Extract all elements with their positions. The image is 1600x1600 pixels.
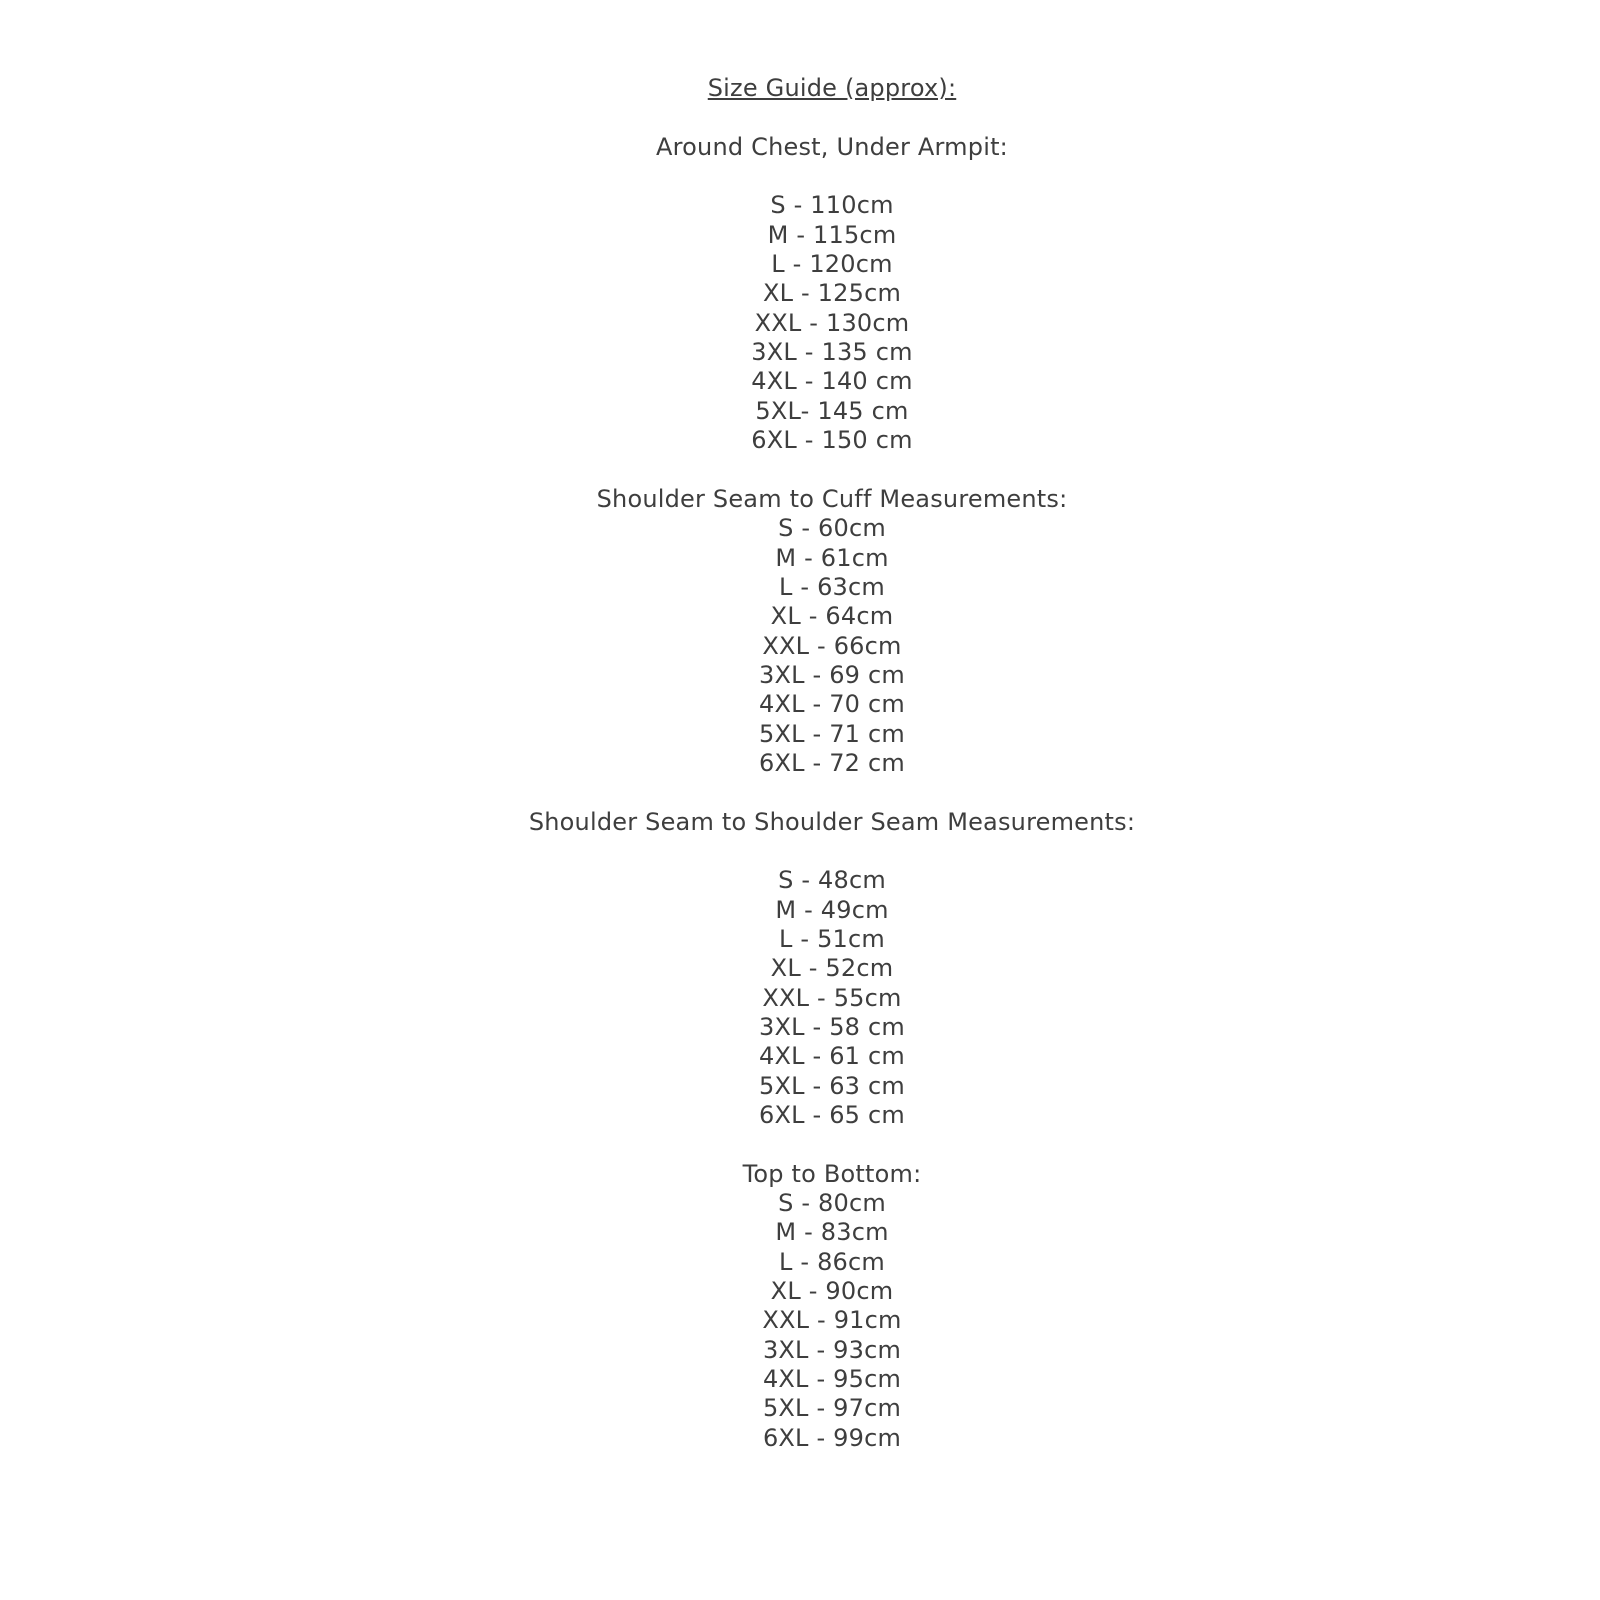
size-entry: M - 83cm <box>775 1218 889 1247</box>
size-entry: S - 48cm <box>778 866 886 895</box>
size-entry: S - 110cm <box>770 191 894 220</box>
size-entry: M - 61cm <box>775 543 889 572</box>
size-entry: 4XL - 95cm <box>762 1365 902 1394</box>
size-entry: XL - 64cm <box>770 602 894 631</box>
size-entry: 5XL- 145 cm <box>755 396 909 425</box>
size-entry: 4XL - 61 cm <box>759 1042 905 1071</box>
size-entry: XL - 52cm <box>770 954 894 983</box>
size-entry: 5XL - 71 cm <box>759 719 905 748</box>
size-entry: 5XL - 63 cm <box>759 1071 905 1100</box>
size-entry: 3XL - 93cm <box>762 1335 902 1364</box>
size-entry: 3XL - 135 cm <box>751 338 913 367</box>
size-entry: XXL - 91cm <box>762 1306 902 1335</box>
size-entry: M - 115cm <box>767 220 897 249</box>
size-entry: 4XL - 140 cm <box>751 367 913 396</box>
size-entry: 6XL - 72 cm <box>759 748 905 777</box>
section-heading: Top to Bottom: <box>742 1159 922 1188</box>
blank-line <box>64 162 1600 191</box>
size-guide-title: Size Guide (approx): <box>707 74 957 102</box>
size-entry: XL - 125cm <box>762 279 902 308</box>
size-entry: L - 63cm <box>778 572 885 601</box>
size-entry: XXL - 130cm <box>754 308 910 337</box>
size-entry: 6XL - 150 cm <box>751 426 913 455</box>
size-guide-sections <box>64 103 1600 1453</box>
size-entry: L - 51cm <box>778 924 885 953</box>
size-entry: XXL - 66cm <box>762 631 902 660</box>
blank-line <box>64 837 1600 866</box>
section-heading: Around Chest, Under Armpit: <box>656 132 1008 161</box>
blank-line <box>64 1130 1600 1159</box>
blank-line <box>64 455 1600 484</box>
size-entry: 6XL - 99cm <box>762 1423 902 1452</box>
blank-line <box>64 103 1600 132</box>
size-entry: 5XL - 97cm <box>762 1394 902 1423</box>
size-entry: 4XL - 70 cm <box>759 690 905 719</box>
size-entry: S - 60cm <box>778 514 886 543</box>
size-entry: L - 120cm <box>771 250 893 279</box>
section-heading: Shoulder Seam to Cuff Measurements: <box>596 484 1068 513</box>
section-heading: Shoulder Seam to Shoulder Seam Measurements: <box>528 807 1136 836</box>
size-entry: 3XL - 69 cm <box>759 660 905 689</box>
size-entry: M - 49cm <box>775 895 889 924</box>
blank-line <box>64 778 1600 807</box>
size-entry: XXL - 55cm <box>762 983 902 1012</box>
size-guide-document <box>64 0 1600 1453</box>
size-entry: 3XL - 58 cm <box>759 1013 905 1041</box>
size-entry: XL - 90cm <box>770 1277 894 1306</box>
size-entry: 6XL - 65 cm <box>759 1101 905 1130</box>
size-entry: L - 86cm <box>778 1247 885 1276</box>
size-entry: S - 80cm <box>778 1189 886 1218</box>
